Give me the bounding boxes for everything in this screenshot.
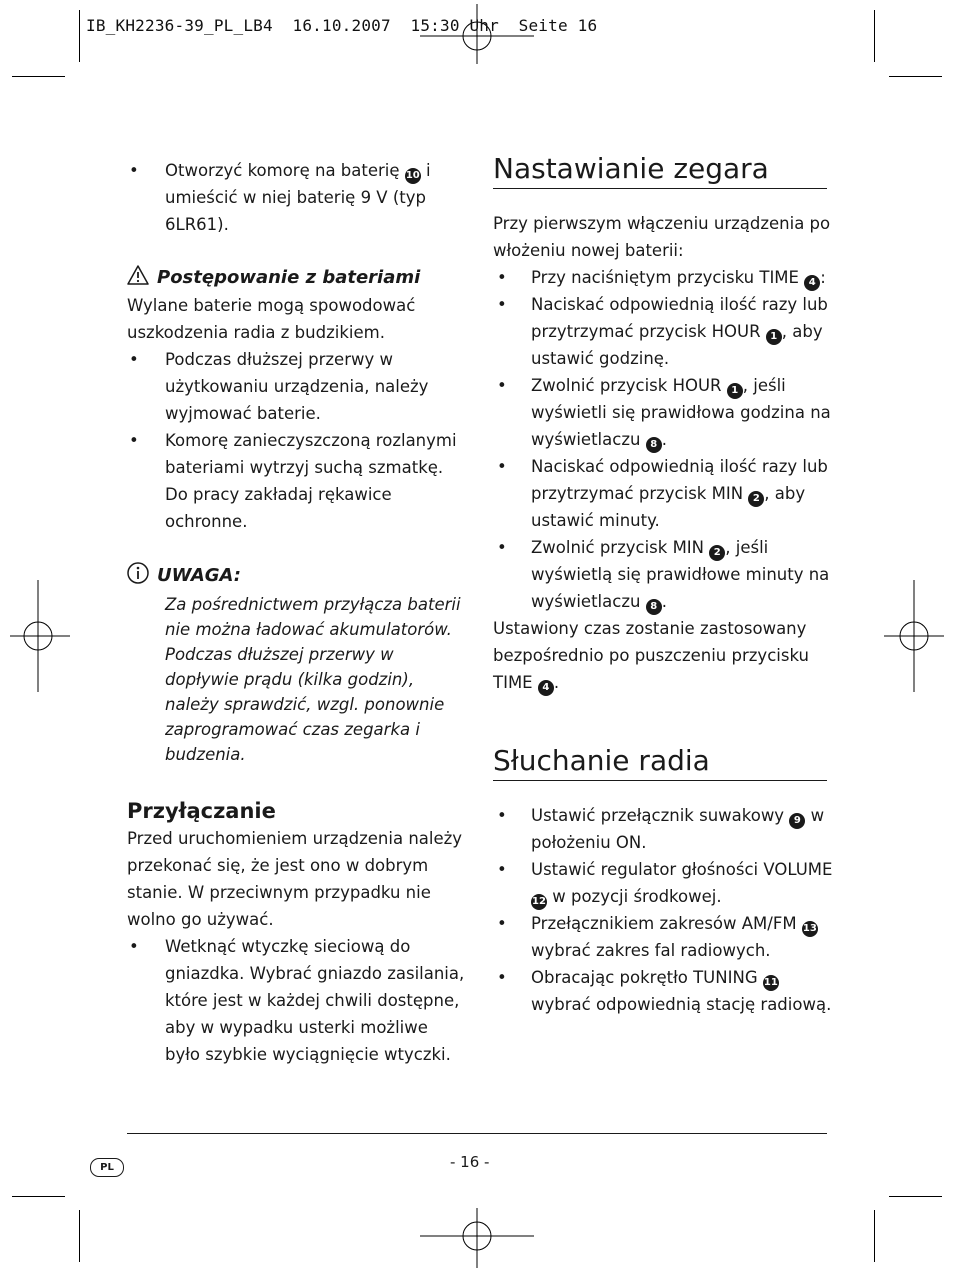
part-number-badge: 4 bbox=[538, 680, 554, 696]
list-item: • Podczas dłuższej przerwy w użytkowaniu urządzenia, należy wyjmować baterie. bbox=[129, 350, 429, 423]
list-item: • Ustawić przełącznik suwakowy 9 w położeniu ON. bbox=[497, 806, 825, 852]
list-item: • Wetknąć wtyczkę sieciową do gniazdka. Wybrać gniazdo zasilania, które jest w każdej chwili dostępne, aby w wypadku usterki możliwe było szybkie wyciągnięcie wtyczki. bbox=[129, 937, 465, 1064]
list-item: • Naciskać odpowiednią ilość razy lub przytrzymać przycisk MIN 2 , aby ustawić minuty. bbox=[497, 457, 828, 530]
crop-mark bbox=[12, 76, 65, 77]
left-column bbox=[127, 157, 467, 1068]
crop-mark bbox=[12, 1196, 65, 1197]
crop-mark bbox=[79, 10, 80, 62]
clock-outro: Ustawiony czas zostanie zastosowany bezpośrednio po puszczeniu przycisku TIME 4 . bbox=[493, 615, 833, 696]
crop-mark bbox=[874, 10, 875, 62]
page-number: - 16 - bbox=[450, 1153, 490, 1171]
part-number-badge: 11 bbox=[763, 975, 779, 991]
list-item: • Zwolnić przycisk HOUR 1 , jeśli wyświetli się prawidłowa godzina na wyświetlaczu 8 . bbox=[493, 372, 833, 453]
list-item: • Zwolnić przycisk MIN 2 , jeśli wyświetlą się prawidłowe minuty na wyświetlaczu 8 . bbox=[493, 534, 833, 615]
print-slug-line: IB_KH2236-39_PL_LB4 16.10.2007 15:30 Uhr Seite 16 bbox=[86, 16, 598, 35]
part-number-badge: 2 bbox=[748, 491, 764, 507]
connection-intro: Przed uruchomieniem urządzenia należy przekonać się, że jest ono w dobrym stanie. W przeciwnym przypadku nie wolno go używać. bbox=[127, 829, 463, 929]
crop-mark bbox=[889, 1196, 942, 1197]
right-column bbox=[493, 152, 833, 1018]
radio-heading: Słuchanie radia bbox=[493, 744, 710, 777]
language-badge: PL bbox=[90, 1158, 124, 1177]
part-number-badge: 8 bbox=[646, 437, 662, 453]
crop-mark bbox=[889, 76, 942, 77]
list-item: • Ustawić regulator głośności VOLUME 12 w pozycji środkowej. bbox=[493, 856, 833, 910]
registration-mark-bottom bbox=[420, 1208, 534, 1268]
registration-mark-right bbox=[884, 580, 944, 692]
battery-heading: Postępowanie z bateriami bbox=[127, 264, 467, 292]
warning-icon bbox=[127, 265, 149, 285]
part-number-badge: 4 bbox=[804, 275, 820, 291]
list-item: • Przełącznikiem zakresów AM/FM 13 wybrać zakres fal radiowych. bbox=[497, 914, 817, 960]
part-number-badge: 9 bbox=[789, 813, 805, 829]
list-item: • Komorę zanieczyszczoną rozlanymi bateriami wytrzyj suchą szmatkę. Do pracy zakładaj rękawice ochronne. bbox=[129, 431, 457, 531]
note-heading: UWAGA: bbox=[127, 562, 467, 590]
part-number-badge: 12 bbox=[531, 894, 547, 910]
note-text: Za pośrednictwem przyłącza baterii nie można ładować akumulatorów. Podczas dłuższej przerwy w dopływie prądu (kilka godzin), należy sprawdzić, wzgl. ponownie zaprogramować czas zegarka i budzenia. bbox=[165, 595, 461, 764]
crop-mark bbox=[79, 1210, 80, 1262]
registration-mark-left bbox=[10, 580, 70, 692]
part-number-badge: 10 bbox=[405, 168, 421, 184]
part-number-badge: 2 bbox=[709, 545, 725, 561]
part-number-badge: 8 bbox=[646, 599, 662, 615]
connection-heading: Przyłączanie bbox=[127, 799, 276, 823]
clock-heading: Nastawianie zegara bbox=[493, 152, 769, 185]
crop-mark bbox=[874, 1210, 875, 1262]
clock-intro: Przy pierwszym włączeniu urządzenia po włożeniu nowej baterii: bbox=[493, 214, 831, 260]
battery-intro: Wylane baterie mogą spowodować uszkodzenia radia z budzikiem. bbox=[127, 296, 416, 342]
list-item: • Obracając pokrętło TUNING 11 wybrać odpowiednią stację radiową. bbox=[497, 968, 832, 1014]
footer-rule bbox=[127, 1133, 827, 1134]
list-item: • Przy naciśniętym przycisku TIME 4 : bbox=[493, 264, 833, 291]
list-item: • Naciskać odpowiednią ilość razy lub przytrzymać przycisk HOUR 1 , aby ustawić godzinę. bbox=[497, 295, 828, 368]
part-number-badge: 13 bbox=[802, 921, 818, 937]
bullet: • bbox=[129, 161, 139, 180]
info-icon bbox=[127, 562, 149, 584]
part-number-badge: 1 bbox=[766, 329, 782, 345]
list-item: • Otworzyć komorę na baterię 10 i umieścić w niej baterię 9 V (typ 6LR61). bbox=[127, 157, 467, 238]
part-number-badge: 1 bbox=[727, 383, 743, 399]
